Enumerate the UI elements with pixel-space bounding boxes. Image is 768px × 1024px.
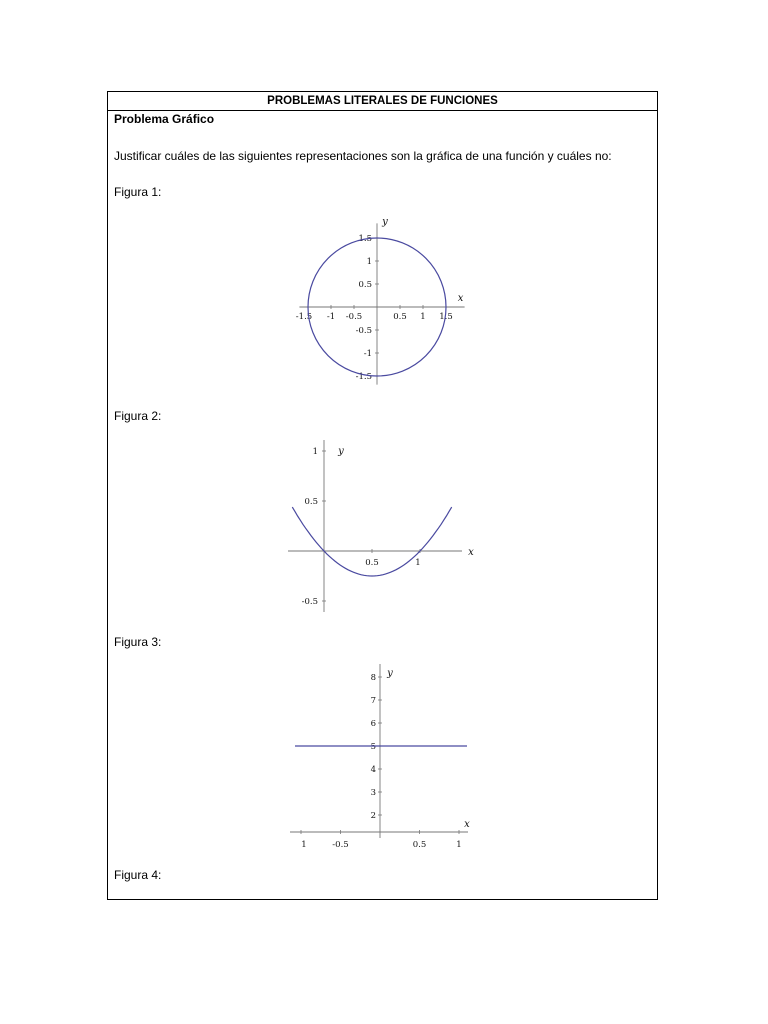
x-tick-label: 1 (415, 558, 421, 568)
y-tick-label: 7 (370, 696, 376, 706)
y-tick-label: -1 (363, 349, 372, 359)
figure-1-plot (296, 216, 465, 384)
y-tick-label: 0.5 (358, 280, 372, 290)
y-tick-label: 5 (370, 742, 376, 752)
y-axis-label: y (387, 668, 393, 679)
figure-2-label: Figura 2: (114, 409, 162, 423)
y-tick-label: 3 (370, 788, 376, 798)
x-tick-label: 1 (301, 840, 307, 850)
table-title: PROBLEMAS LITERALES DE FUNCIONES (108, 92, 657, 111)
figure-3-plot (290, 664, 470, 850)
x-tick-label: -1 (326, 312, 336, 322)
instruction-text: Justificar cuáles de las siguientes representaciones son la gráfica de una función y cuáles no: (114, 149, 612, 163)
figure-3-label: Figura 3: (114, 635, 162, 649)
y-tick-label: 1.5 (358, 234, 372, 244)
x-tick-label: 0.5 (393, 312, 407, 322)
problem-title: Problema Gráfico (114, 112, 215, 126)
figure-4-label: Figura 4: (114, 868, 162, 882)
figure-2-plot (288, 440, 474, 612)
y-tick-label: 4 (370, 765, 376, 775)
y-tick-label: 2 (370, 811, 376, 821)
y-tick-label: -0.5 (355, 326, 372, 336)
y-tick-label: 1 (366, 257, 372, 267)
x-tick-label: 0.5 (412, 840, 427, 850)
x-axis-label: x (464, 819, 470, 830)
x-tick-label: 1.5 (439, 312, 453, 322)
y-tick-label: 1 (312, 447, 318, 457)
x-axis-label: x (457, 293, 464, 304)
x-tick-label: -0.5 (332, 840, 349, 850)
y-tick-label: -1.5 (355, 372, 372, 382)
y-tick-label: -0.5 (301, 597, 318, 607)
y-axis-label: y (382, 216, 388, 228)
y-tick-label: 0.5 (304, 497, 318, 507)
x-tick-label: -0.5 (345, 312, 363, 322)
y-tick-label: 6 (370, 719, 376, 729)
x-tick-label: 1 (456, 840, 462, 850)
y-axis-label: y (338, 446, 344, 457)
x-tick-label: 0.5 (365, 558, 379, 568)
x-tick-label: 1 (420, 312, 426, 322)
x-axis-label: x (468, 547, 474, 558)
figure-1-label: Figura 1: (114, 185, 162, 199)
y-tick-label: 8 (370, 673, 376, 683)
x-tick-label: -1.5 (295, 312, 313, 322)
